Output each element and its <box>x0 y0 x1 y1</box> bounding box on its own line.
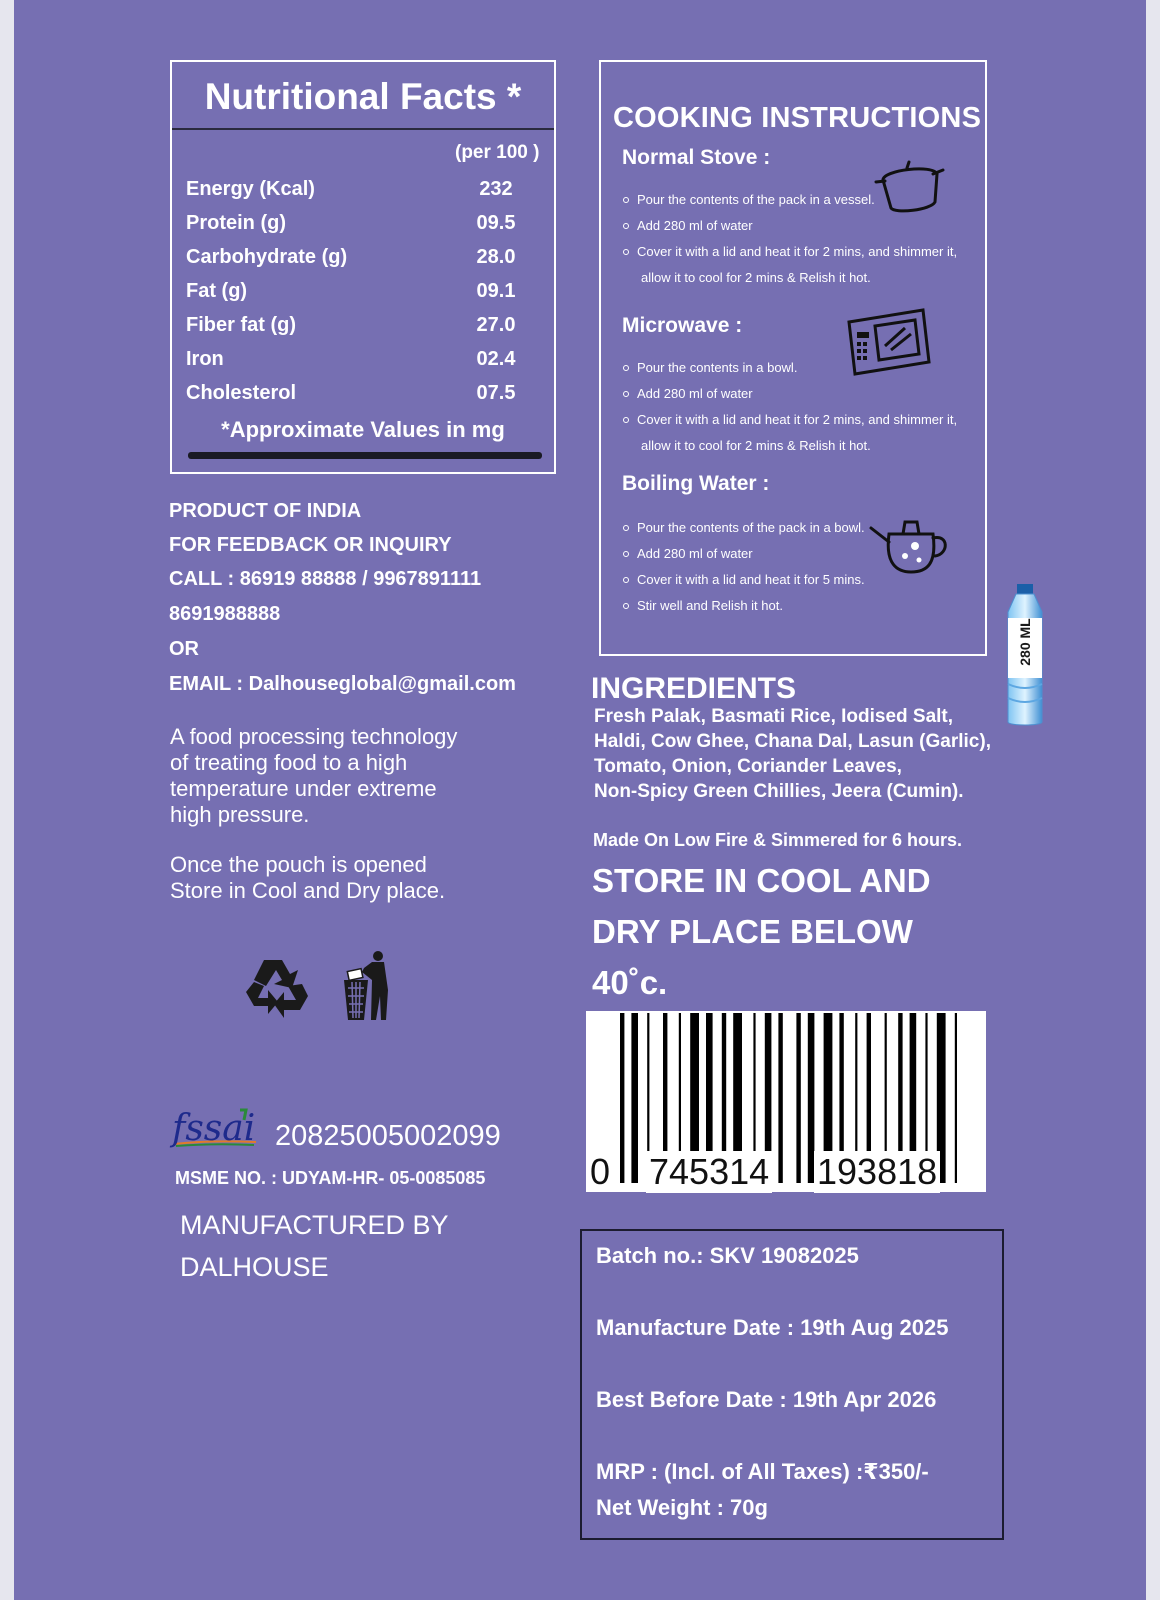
ingredients-title: INGREDIENTS <box>591 672 797 705</box>
nutrition-row <box>186 348 526 382</box>
barcode-bar <box>631 1013 638 1183</box>
nutrition-per-label: (per 100 ) <box>455 142 540 163</box>
ingredients-line: Tomato, Onion, Coriander Leaves, <box>594 756 902 777</box>
nutrition-label: Energy (Kcal) <box>186 178 315 200</box>
storage-instruction <box>170 852 490 904</box>
phone-text: 8691988888 <box>169 603 281 625</box>
stove-step: Cover it with a lid and heat it for 2 mins, and shimmer it, <box>637 244 977 259</box>
recycle-icon <box>242 954 310 1020</box>
ingredients-line: Non-Spicy Green Chillies, Jeera (Cumin). <box>594 781 964 802</box>
net-weight: Net Weight : 70g <box>596 1495 768 1520</box>
bottle-volume-label: 280 ML <box>1017 618 1033 666</box>
nutrition-value: 07.5 <box>476 382 516 404</box>
barcode-bar <box>796 1013 800 1183</box>
nutrition-value: 09.1 <box>476 280 516 302</box>
process-line: temperature under extreme <box>170 776 437 801</box>
microwave-step: Pour the contents in a bowl. <box>637 360 977 375</box>
storage-line: Once the pouch is opened <box>170 852 427 877</box>
nutrition-value: 232 <box>479 178 513 200</box>
cooking-title: COOKING INSTRUCTIONS <box>613 102 982 134</box>
email-text: EMAIL : Dalhouseglobal@gmail.com <box>169 673 516 695</box>
stove-step: Add 280 ml of water <box>637 218 977 233</box>
nutrition-value: 27.0 <box>476 314 516 336</box>
boiling-step: Pour the contents of the pack in a bowl. <box>637 520 977 535</box>
nutrition-value: 02.4 <box>476 348 516 370</box>
nutrition-label: Carbohydrate (g) <box>186 246 348 268</box>
nutrition-value: 28.0 <box>476 246 516 268</box>
store-warning-line: 40˚c. <box>592 964 668 1001</box>
or-text: OR <box>169 638 199 660</box>
process-line: A food processing technology <box>170 724 458 749</box>
nutrition-row <box>186 178 526 212</box>
boiling-heading: Boiling Water : <box>622 472 770 495</box>
nutrition-row <box>186 212 526 246</box>
nutrition-label: Cholesterol <box>186 382 297 404</box>
process-description <box>170 724 490 828</box>
manufactured-by-label: MANUFACTURED BY <box>180 1210 449 1240</box>
barcode-first-digit: 0 <box>590 1151 611 1192</box>
best-before-date: Best Before Date : 19th Apr 2026 <box>596 1387 937 1412</box>
microwave-step-continued: allow it to cool for 2 mins & Relish it hot. <box>641 438 871 453</box>
stove-step-continued: allow it to cool for 2 mins & Relish it hot. <box>641 270 871 285</box>
barcode <box>586 1011 986 1192</box>
barcode-right-digits: 193818 <box>814 1151 940 1193</box>
ingredients-line: Fresh Palak, Basmati Rice, Iodised Salt, <box>594 706 954 727</box>
nutrition-divider <box>172 128 554 130</box>
storage-line: Store in Cool and Dry place. <box>170 878 446 903</box>
manufacturer-name: DALHOUSE <box>180 1252 329 1282</box>
nutrition-bottom-bar <box>188 452 542 459</box>
nutrition-label: Iron <box>186 348 224 370</box>
boiling-step: Stir well and Relish it hot. <box>637 598 977 613</box>
barcode-left-digits: 745314 <box>646 1151 772 1193</box>
fssai-logo <box>170 1106 260 1152</box>
barcode-bar <box>778 1013 782 1183</box>
feedback-text: FOR FEEDBACK OR INQUIRY <box>169 534 452 556</box>
manufacture-date: Manufacture Date : 19th Aug 2025 <box>596 1315 949 1340</box>
nutrition-row <box>186 246 526 280</box>
stove-step: Pour the contents of the pack in a vessel. <box>637 192 977 207</box>
store-warning-line: STORE IN COOL AND <box>592 862 931 899</box>
dispose-in-bin-icon <box>336 950 398 1022</box>
process-line: high pressure. <box>170 802 310 827</box>
store-warning-line: DRY PLACE BELOW <box>592 913 913 950</box>
ingredients-line: Haldi, Cow Ghee, Chana Dal, Lasun (Garlic), <box>594 731 991 752</box>
cooking-pot-icon <box>873 156 945 218</box>
boiling-step: Add 280 ml of water <box>637 546 977 561</box>
microwave-heading: Microwave : <box>622 314 743 337</box>
preparation-note: Made On Low Fire & Simmered for 6 hours. <box>593 830 963 850</box>
nutrition-row <box>186 280 526 314</box>
fssai-license-number: 20825005002099 <box>275 1120 501 1152</box>
nutrition-label: Fat (g) <box>186 280 248 302</box>
microwave-step: Cover it with a lid and heat it for 2 mins, and shimmer it, <box>637 412 977 427</box>
kettle-icon <box>867 508 953 578</box>
barcode-bar <box>620 1013 624 1183</box>
msme-number: MSME NO. : UDYAM-HR- 05-0085085 <box>175 1168 486 1188</box>
boiling-step: Cover it with a lid and heat it for 5 mins. <box>637 572 977 587</box>
nutrition-value: 09.5 <box>476 212 516 234</box>
nutrition-label: Fiber fat (g) <box>186 314 296 336</box>
stove-heading: Normal Stove : <box>622 146 771 169</box>
origin-text: PRODUCT OF INDIA <box>169 500 362 522</box>
nutrition-row <box>186 382 526 416</box>
call-text: CALL : 86919 88888 / 9967891111 <box>169 568 482 590</box>
batch-details-box <box>580 1229 1004 1540</box>
batch-number: Batch no.: SKV 19082025 <box>596 1243 859 1268</box>
cooking-instructions-box <box>599 60 987 656</box>
nutrition-title: Nutritional Facts * <box>204 76 522 117</box>
nutrition-note: *Approximate Values in mg <box>221 417 505 442</box>
microwave-icon <box>845 306 933 380</box>
process-line: of treating food to a high <box>170 750 408 775</box>
nutrition-facts-box <box>170 60 556 474</box>
fssai-logo-text: fssai <box>172 1108 256 1149</box>
mrp-price: MRP : (Incl. of All Taxes) :₹350/- <box>596 1459 929 1484</box>
barcode-bar <box>955 1013 957 1183</box>
nutrition-label: Protein (g) <box>186 212 286 234</box>
microwave-step: Add 280 ml of water <box>637 386 977 401</box>
nutrition-row <box>186 314 526 348</box>
package-back-panel <box>14 0 1146 1600</box>
